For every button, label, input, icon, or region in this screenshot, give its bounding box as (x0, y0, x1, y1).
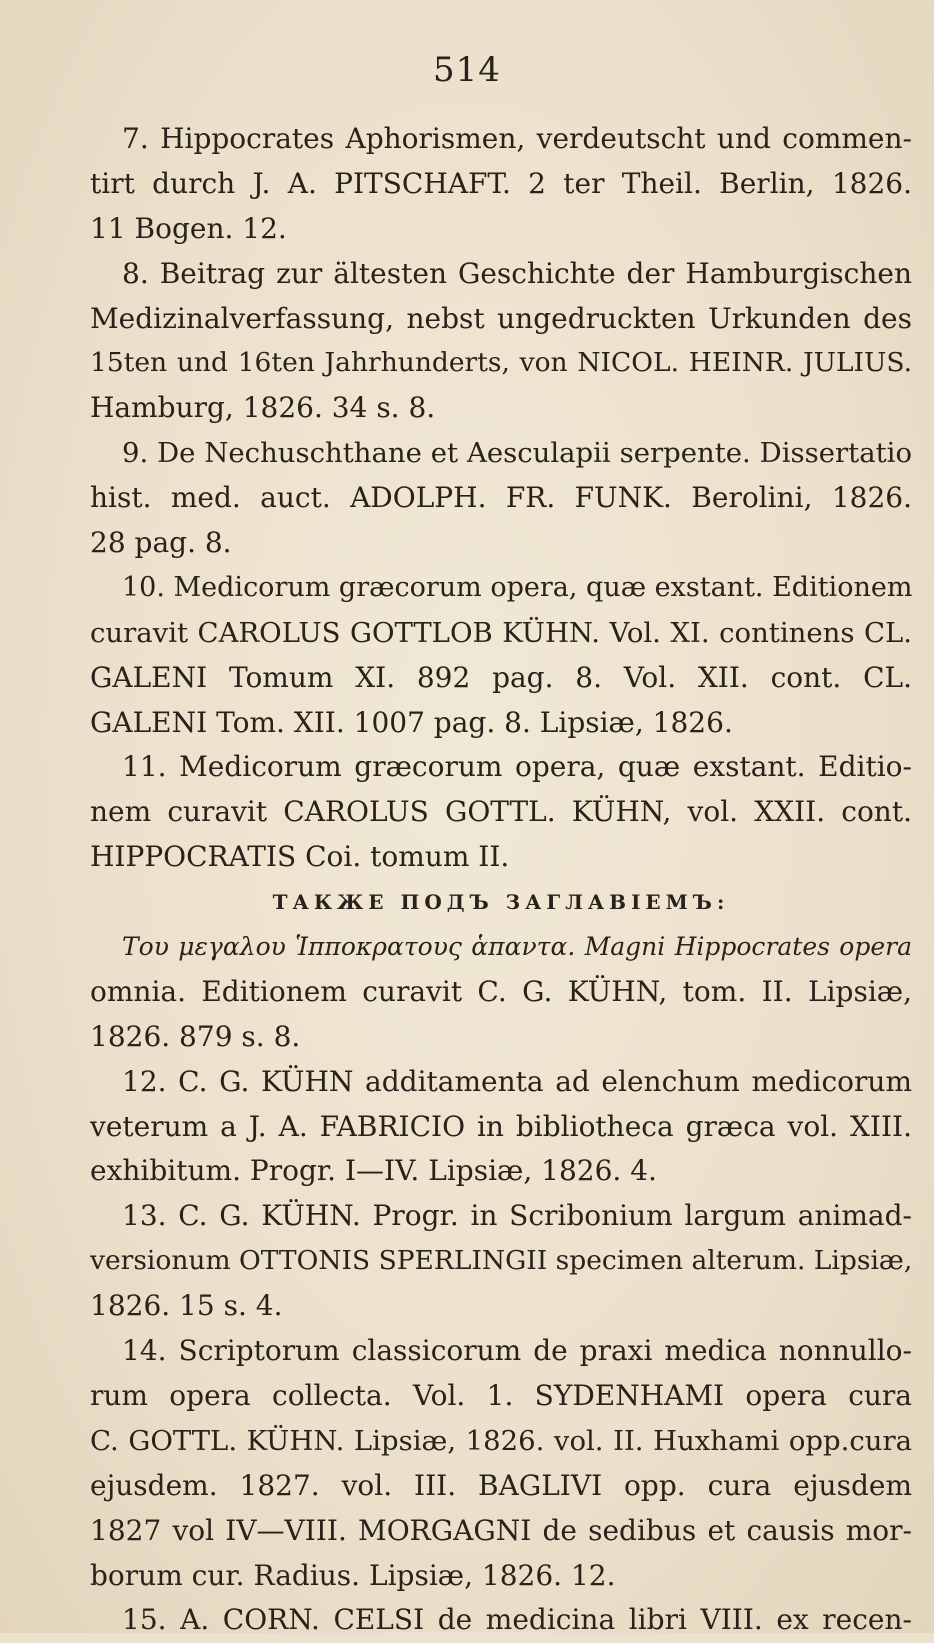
text-line: versionum OTTONIS SPERLINGII specimen alterum. Lipsiæ, (90, 1245, 912, 1277)
text-line: C. GOTTL. KÜHN. Lipsiæ, 1826. vol. II. Huxhami opp.cura (90, 1424, 912, 1457)
text-line: omnia. Editionem curavit C. G. KÜHN, tom. II. Lipsiæ, (90, 974, 912, 1008)
text-line: 7. Hippocrates Aphorismen, verdeutscht und commen- (122, 122, 912, 155)
text-line: 1827 vol IV—VIII. MORGAGNI de sedibus et causis mor- (90, 1513, 912, 1547)
text-line: Medizinalverfassung, nebst ungedruckten Urkunden des (90, 301, 912, 335)
text-line: HIPPOCRATIS Coi. tomum II. (90, 840, 510, 874)
text-line: 1826. 879 s. 8. (90, 1019, 301, 1053)
text-line: rum opera collecta. Vol. 1. SYDENHAMI opera cura (90, 1378, 912, 1412)
text-line: tirt durch J. A. PITSCHAFT. 2 ter Theil. Berlin, 1826. (90, 166, 912, 200)
text-line: veterum a J. A. FABRICIO in bibliotheca græca vol. XIII. (90, 1109, 912, 1143)
text-line: GALENI Tom. XII. 1007 pag. 8. Lipsiæ, 1826. (90, 705, 733, 739)
text-line: GALENI Tomum XI. 892 pag. 8. Vol. XII. cont. CL. (90, 660, 912, 694)
text-line: curavit CAROLUS GOTTLOB KÜHN. Vol. XI. continens CL. (90, 616, 912, 649)
text-line: nem curavit CAROLUS GOTTL. KÜHN, vol. XXII. cont. (90, 795, 912, 829)
text-line: borum cur. Radius. Lipsiæ, 1826. 12. (90, 1558, 616, 1592)
page-number: 514 (433, 50, 501, 90)
text-line: 15ten und 16ten Jahrhunderts, von NICOL. HEINR. JULIUS. (90, 347, 912, 379)
text-line: hist. med. auct. ADOLPH. FR. FUNK. Berolini, 1826. (90, 481, 912, 515)
text-line: 8. Beitrag zur ältesten Geschichte der Hamburgischen (122, 256, 912, 290)
text-line: 11 Bogen. 12. (90, 211, 287, 245)
text-line: 28 pag. 8. (90, 526, 232, 560)
text-line: Του μεγαλου Ἱπποκρατους ἁπαντα. Magni Hippocrates opera (122, 932, 912, 962)
text-line: 12. C. G. KÜHN additamenta ad elenchum medicorum (122, 1064, 912, 1098)
text-line: exhibitum. Progr. I—IV. Lipsiæ, 1826. 4. (90, 1154, 657, 1188)
text-line: 13. C. G. KÜHN. Progr. in Scribonium largum animad- (122, 1199, 912, 1233)
text-line: 9. De Nechuschthane et Aesculapii serpente. Dissertatio (122, 437, 912, 470)
text-line: 1826. 15 s. 4. (90, 1289, 283, 1323)
text-line: 15. A. CORN. CELSI de medicina libri VIII. ex recen- (122, 1603, 912, 1637)
section-subtitle: ТАКЖЕ ПОДЪ ЗАГЛАВІЕМЪ: (272, 890, 730, 915)
text-line: Hamburg, 1826. 34 s. 8. (90, 391, 436, 425)
text-line: ejusdem. 1827. vol. III. BAGLIVI opp. cura ejusdem (90, 1468, 912, 1502)
text-line: 14. Scriptorum classicorum de praxi medica nonnullo- (122, 1334, 912, 1368)
text-line: 10. Medicorum græcorum opera, quæ exstant. Editionem (122, 571, 912, 603)
bibliography-text (90, 117, 912, 1643)
text-line: 11. Medicorum græcorum opera, quæ exstant. Editio- (122, 750, 912, 784)
